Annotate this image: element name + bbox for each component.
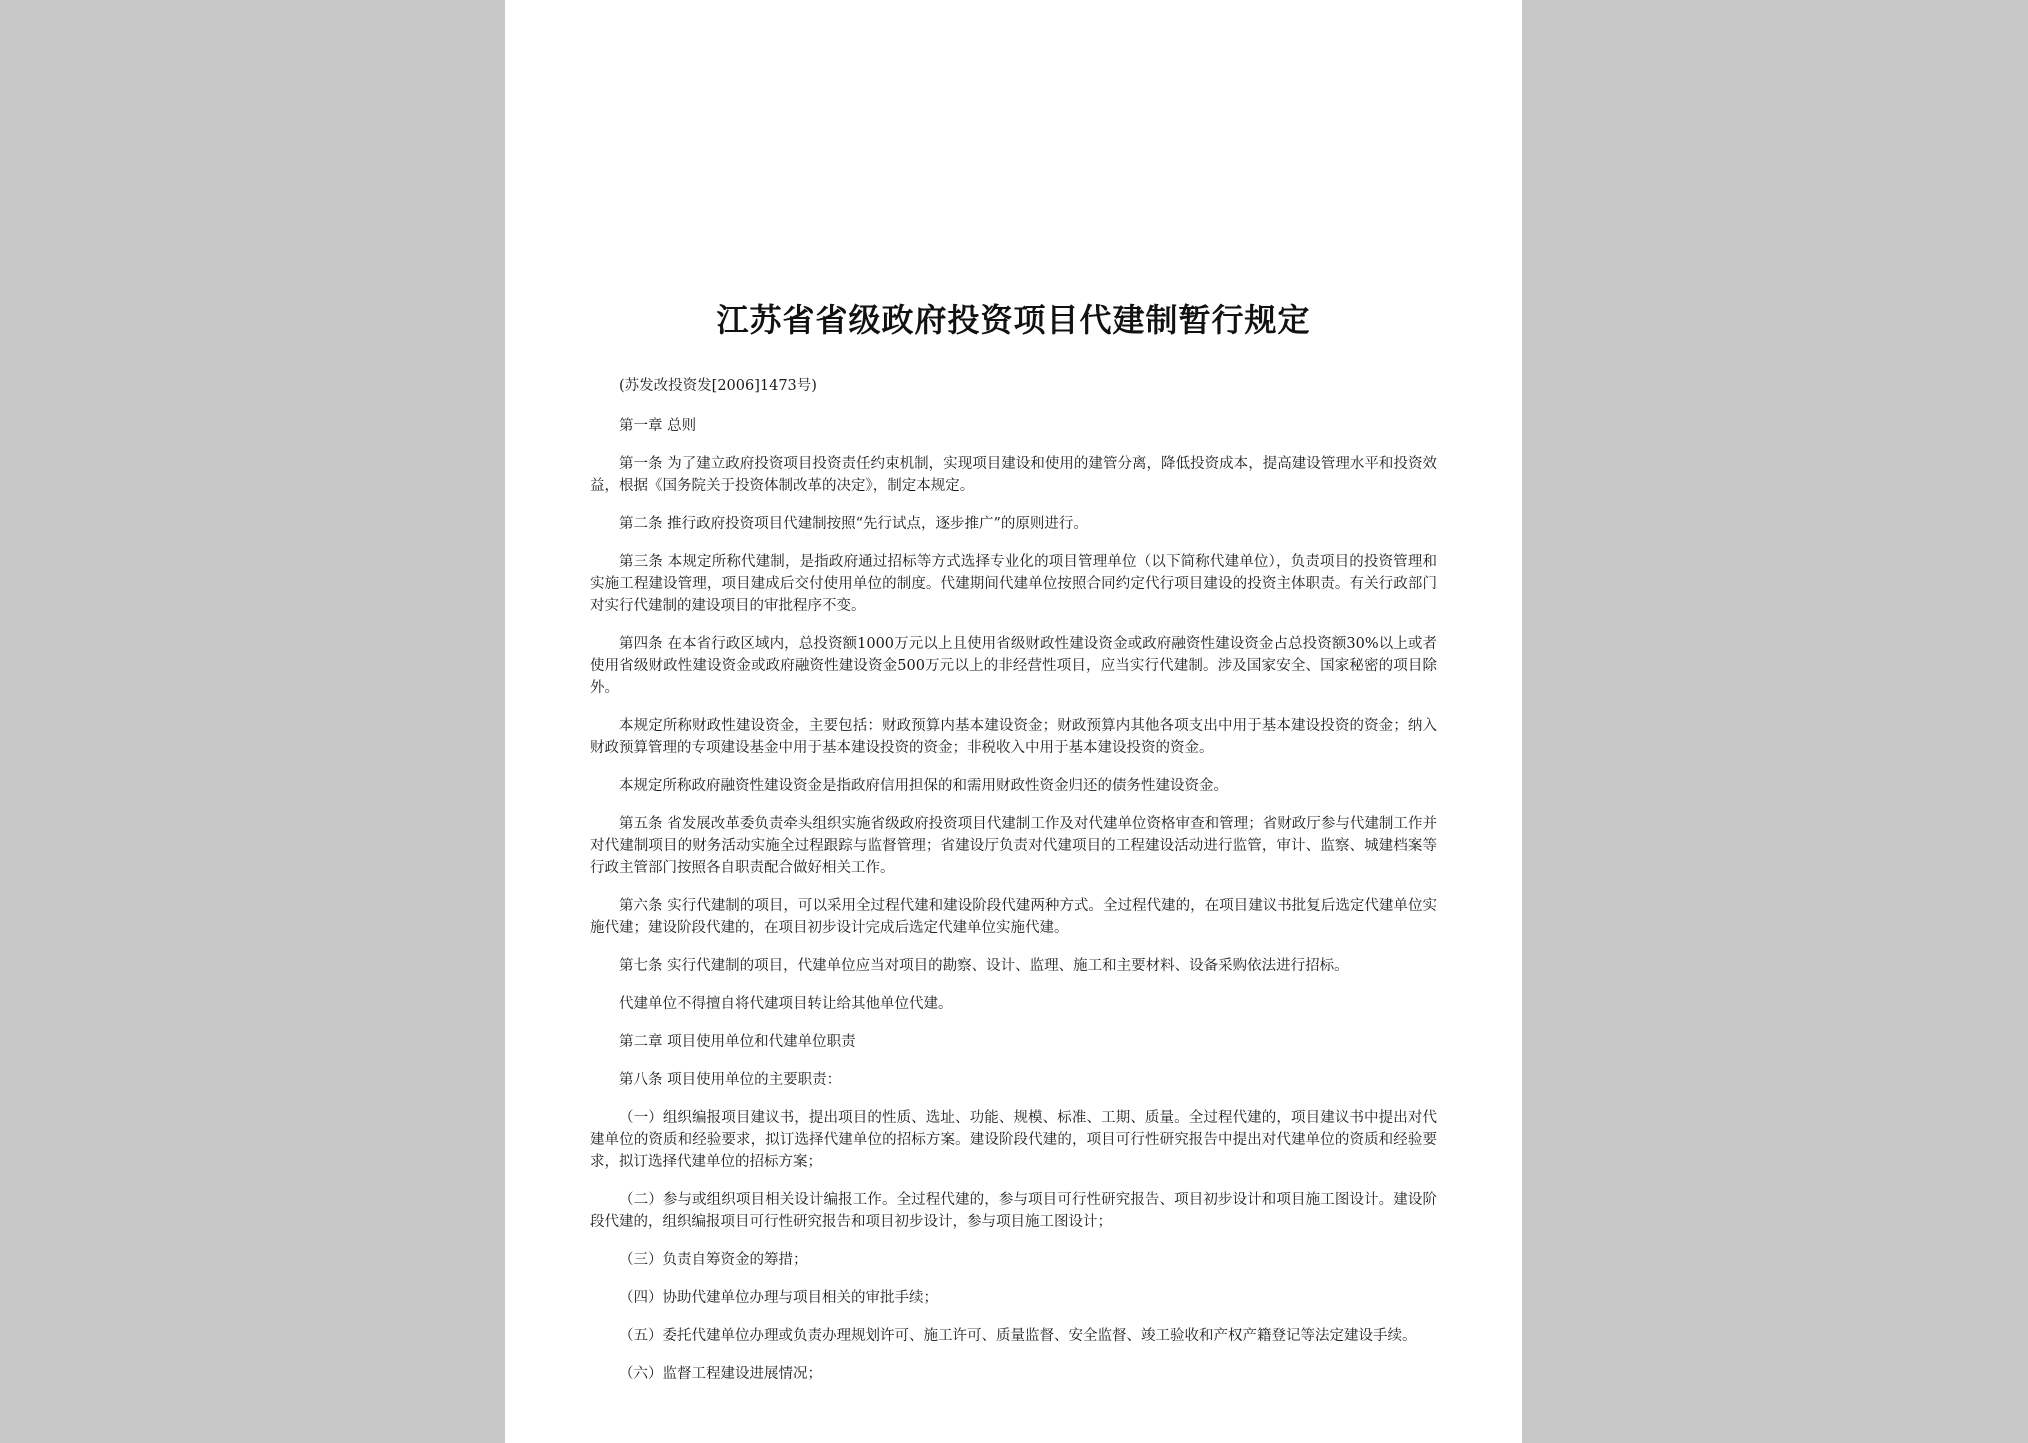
article-paragraph: 第八条 项目使用单位的主要职责： (619, 1072, 842, 1088)
article-paragraph: 本规定所称财政性建设资金，主要包括：财政预算内基本建设资金；财政预算内其他各项支出中用于基本建设投资的资金；纳入财政预算管理的专项建设基金中用于基本建设投资的资金；非税收入中用于基本建设投资的资金。 (590, 718, 1437, 756)
document-page (505, 0, 1522, 1443)
list-item: （五）委托代建单位办理或负责办理规划许可、施工许可、质量监督、安全监督、竣工验收和产权产籍登记等法定建设手续。 (619, 1328, 1417, 1344)
article-paragraph: 第一条 为了建立政府投资项目投资责任约束机制，实现项目建设和使用的建管分离，降低投资成本，提高建设管理水平和投资效益，根据《国务院关于投资体制改革的决定》，制定本规定。 (590, 456, 1437, 494)
list-item: （四）协助代建单位办理与项目相关的审批手续； (619, 1290, 938, 1306)
article-paragraph: 本规定所称政府融资性建设资金是指政府信用担保的和需用财政性资金归还的债务性建设资金。 (619, 778, 1228, 794)
article-paragraph: 第三条 本规定所称代建制，是指政府通过招标等方式选择专业化的项目管理单位（以下简称代建单位），负责项目的投资管理和实施工程建设管理，项目建成后交付使用单位的制度。代建期间代建单位按照合同约定代行项目建设的投资主体职责。有关行政部门对实行代建制的建设项目的审批程序不变。 (590, 554, 1437, 614)
document-title: 江苏省省级政府投资项目代建制暂行规定 (716, 301, 1311, 339)
article-paragraph: 第二条 推行政府投资项目代建制按照“先行试点，逐步推广”的原则进行。 (619, 516, 1088, 532)
document-body (590, 375, 1437, 1401)
chapter-heading: 第一章 总则 (619, 418, 697, 434)
article-paragraph: 代建单位不得擅自将代建项目转让给其他单位代建。 (619, 996, 953, 1012)
document-number: (苏发改投资发[2006]1473号) (619, 378, 817, 394)
article-paragraph: 第七条 实行代建制的项目，代建单位应当对项目的勘察、设计、监理、施工和主要材料、设备采购依法进行招标。 (619, 958, 1349, 974)
list-item: （六）监督工程建设进展情况； (619, 1366, 822, 1382)
list-item: （三）负责自筹资金的筹措； (619, 1252, 808, 1268)
article-paragraph: 第五条 省发展改革委负责牵头组织实施省级政府投资项目代建制工作及对代建单位资格审查和管理；省财政厅参与代建制工作并对代建制项目的财务活动实施全过程跟踪与监督管理；省建设厅负责对代建项目的工程建设活动进行监管，审计、监察、城建档案等行政主管部门按照各自职责配合做好相关工作。 (590, 816, 1437, 876)
list-item: （一）组织编报项目建议书，提出项目的性质、选址、功能、规模、标准、工期、质量。全过程代建的，项目建议书中提出对代建单位的资质和经验要求，拟订选择代建单位的招标方案。建设阶段代建的，项目可行性研究报告中提出对代建单位的资质和经验要求，拟订选择代建单位的招标方案； (590, 1110, 1437, 1170)
chapter-heading: 第二章 项目使用单位和代建单位职责 (619, 1034, 856, 1050)
article-paragraph: 第四条 在本省行政区域内，总投资额1000万元以上且使用省级财政性建设资金或政府融资性建设资金占总投资额30%以上或者使用省级财政性建设资金或政府融资性建设资金500万元以上的非经营性项目，应当实行代建制。涉及国家安全、国家秘密的项目除外。 (590, 636, 1437, 696)
list-item: （二）参与或组织项目相关设计编报工作。全过程代建的，参与项目可行性研究报告、项目初步设计和项目施工图设计。建设阶段代建的，组织编报项目可行性研究报告和项目初步设计，参与项目施工图设计； (590, 1192, 1437, 1230)
article-paragraph: 第六条 实行代建制的项目，可以采用全过程代建和建设阶段代建两种方式。全过程代建的，在项目建议书批复后选定代建单位实施代建；建设阶段代建的，在项目初步设计完成后选定代建单位实施代建。 (590, 898, 1437, 936)
